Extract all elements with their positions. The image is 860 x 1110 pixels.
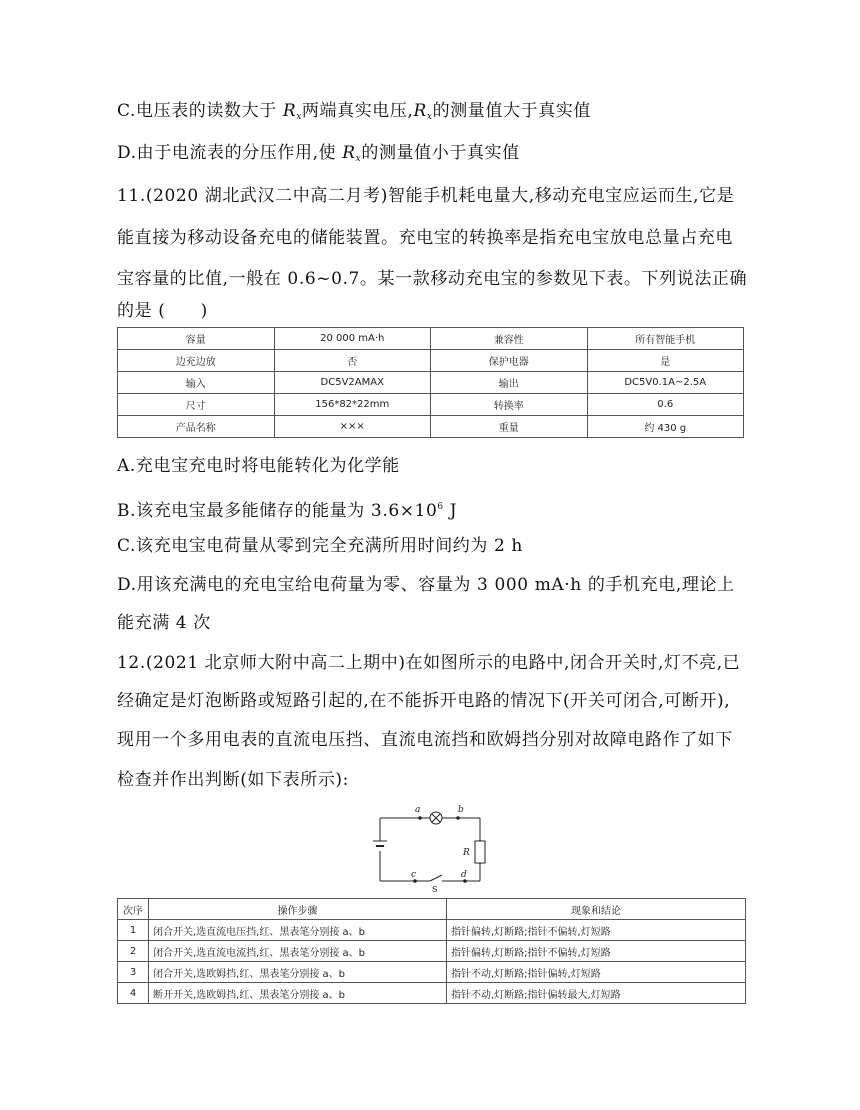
subscript-x: x <box>426 112 433 122</box>
table-cell: 指针偏转,灯断路;指针不偏转,灯短路 <box>447 941 746 962</box>
table-cell: 闭合开关,选欧姆挡,红、黑表笔分别接 a、b <box>149 962 447 983</box>
label-c: c <box>411 870 417 880</box>
resistor-symbol: R <box>413 101 427 121</box>
node-b <box>456 816 460 820</box>
table-cell: 转换率 <box>431 394 588 416</box>
resistor-symbol: R <box>282 101 297 121</box>
q12-line-1: 12.(2021 北京师大附中高二上期中)在如图所示的电路中,闭合开关时,灯不亮,已 <box>117 653 741 673</box>
subscript-x: x <box>355 154 362 164</box>
table-cell: 产品名称 <box>118 416 275 438</box>
table-cell: 容量 <box>118 328 275 350</box>
table-row <box>118 328 744 350</box>
table-row <box>118 983 746 1004</box>
subscript-x: x <box>296 112 302 122</box>
switch-icon <box>430 875 442 881</box>
option-10-c <box>117 100 591 128</box>
table-row <box>118 394 744 416</box>
table-row <box>118 920 746 941</box>
column-header: 现象和结论 <box>447 899 746 920</box>
option-11-c: C.该充电宝电荷量从零到完全充满所用时间约为 2 h <box>117 536 523 556</box>
table-cell: 所有智能手机 <box>587 328 744 350</box>
table-cell: 是 <box>587 350 744 372</box>
table-cell: 4 <box>118 983 149 1004</box>
table-cell: ××× <box>274 416 431 438</box>
circuit-diagram <box>370 803 490 893</box>
table-row <box>118 350 744 372</box>
fault-check-table <box>117 898 746 1004</box>
option-11-b <box>117 496 457 522</box>
table-cell: 指针偏转,灯断路;指针不偏转,灯短路 <box>447 920 746 941</box>
option-text: D.由于电流表的分压作用,使 <box>117 143 343 163</box>
column-header: 次序 <box>118 899 149 920</box>
q11-line-1: 11.(2020 湖北武汉二中高二月考)智能手机耗电量大,移动充电宝应运而生,它是 <box>117 186 735 206</box>
table-cell: 2 <box>118 941 149 962</box>
q11-line-2: 能直接为移动设备充电的储能装置。充电宝的转换率是指充电宝放电总量占充电 <box>117 228 733 248</box>
table-row <box>118 941 746 962</box>
option-text: 的测量值大于真实值 <box>432 101 592 121</box>
table-cell: 重量 <box>431 416 588 438</box>
table-header-row <box>118 899 746 920</box>
q12-line-3: 现用一个多用电表的直流电压挡、直流电流挡和欧姆挡分别对故障电路作了如下 <box>117 730 733 750</box>
option-11-d-line-1: D.用该充满电的充电宝给电荷量为零、容量为 3 000 mA·h 的手机充电,理论上 <box>117 575 735 595</box>
option-10-d <box>117 142 520 170</box>
table-cell: 保护电器 <box>431 350 588 372</box>
table-cell: 输出 <box>431 372 588 394</box>
column-header: 操作步骤 <box>149 899 447 920</box>
table-cell: 闭合开关,选直流电压挡,红、黑表笔分别接 a、b <box>149 920 447 941</box>
label-b: b <box>458 805 464 815</box>
option-text: C.电压表的读数大于 <box>117 101 283 121</box>
table-cell: 指针不动,灯断路;指针偏转,灯短路 <box>447 962 746 983</box>
label-a: a <box>415 805 421 815</box>
table-row <box>118 416 744 438</box>
table-cell: 断开开关,选欧姆挡,红、黑表笔分别接 a、b <box>149 983 447 1004</box>
q11-line-4: 的是 ( ) <box>117 301 208 321</box>
table-cell: 输入 <box>118 372 275 394</box>
exponent: 6 <box>437 502 444 512</box>
node-a <box>418 816 422 820</box>
option-text: 的测量值小于真实值 <box>361 143 520 163</box>
label-r: R <box>463 848 470 858</box>
q12-line-4: 检查并作出判断(如下表所示): <box>117 770 349 790</box>
table-cell: DC5V0.1A~2.5A <box>587 372 744 394</box>
option-11-d-line-2: 能充满 4 次 <box>117 613 211 633</box>
resistor-symbol: R <box>342 143 356 163</box>
table-cell: DC5V2AMAX <box>274 372 431 394</box>
table-cell: 指针不动,灯断路;指针偏转最大,灯短路 <box>447 983 746 1004</box>
table-cell: 否 <box>274 350 431 372</box>
q11-line-3: 宝容量的比值,一般在 0.6~0.7。某一款移动充电宝的参数见下表。下列说法正确 <box>117 269 748 289</box>
resistor-icon <box>475 841 485 863</box>
label-d: d <box>461 870 467 880</box>
option-text: B.该充电宝最多能储存的能量为 3.6×10 <box>117 501 438 521</box>
option-11-a: A.充电宝充电时将电能转化为化学能 <box>117 456 400 476</box>
table-cell: 边充边放 <box>118 350 275 372</box>
table-cell: 闭合开关,选直流电流挡,红、黑表笔分别接 a、b <box>149 941 447 962</box>
table-row <box>118 372 744 394</box>
option-text: 两端真实电压, <box>301 101 414 121</box>
table-cell: 3 <box>118 962 149 983</box>
table-cell: 1 <box>118 920 149 941</box>
option-text: J <box>443 501 458 521</box>
table-cell: 156*82*22mm <box>274 394 431 416</box>
table-cell: 兼容性 <box>431 328 588 350</box>
table-cell: 0.6 <box>587 394 744 416</box>
table-cell: 20 000 mA·h <box>274 328 431 350</box>
power-bank-spec-table <box>117 327 744 438</box>
q12-line-2: 经确定是灯泡断路或短路引起的,在不能拆开电路的情况下(开关可闭合,可断开), <box>117 691 731 711</box>
table-row <box>118 962 746 983</box>
label-s: S <box>432 885 438 893</box>
table-cell: 约 430 g <box>587 416 744 438</box>
table-cell: 尺寸 <box>118 394 275 416</box>
